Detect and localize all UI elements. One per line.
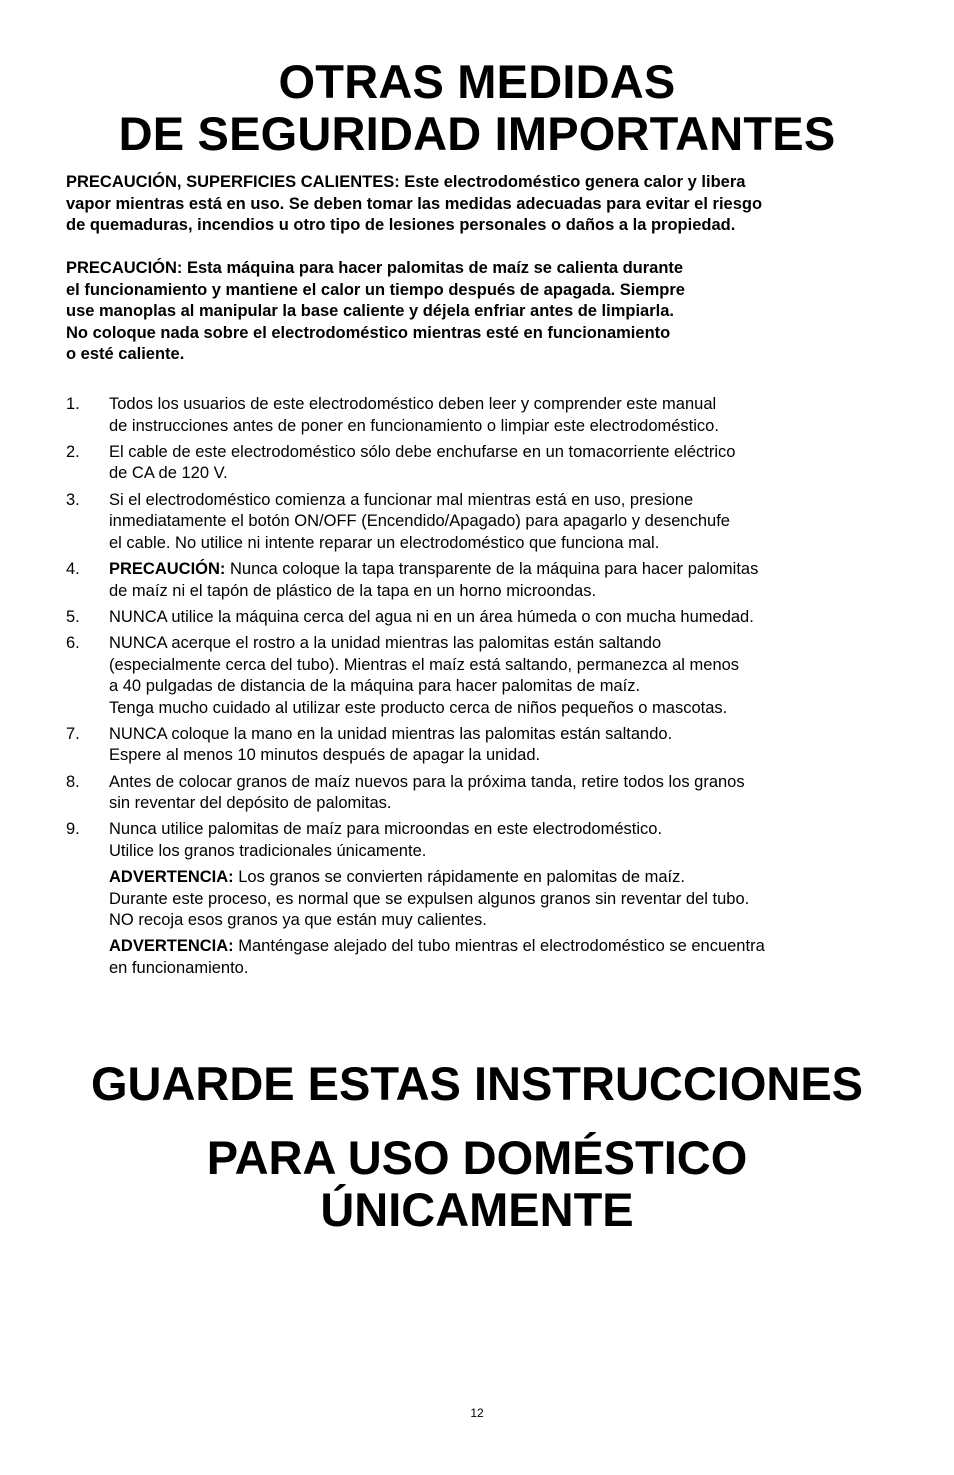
item-line: Nunca utilice palomitas de maíz para microondas en este electrodoméstico.: [109, 820, 663, 839]
item-line: a 40 pulgadas de distancia de la máquina para hacer palomitas de maíz.: [109, 677, 641, 696]
warning-line: [109, 936, 896, 958]
item-number: 2.: [66, 442, 80, 461]
item-number: 6.: [66, 633, 80, 652]
list-item: [66, 559, 896, 602]
item-number: 7.: [66, 724, 80, 743]
list-item: [66, 490, 896, 555]
caution-line: PRECAUCIÓN, SUPERFICIES CALIENTES: Este electrodoméstico genera calor y libera: [66, 173, 746, 191]
item-line: Utilice los granos tradicionales únicamente.: [109, 842, 427, 861]
list-item: [66, 819, 896, 862]
warning-text: Manténgase alejado del tubo mientras el electrodoméstico se encuentra: [233, 937, 765, 955]
page-title: [0, 56, 954, 160]
page-title-line-1: OTRAS MEDIDAS: [278, 55, 676, 108]
household-use-line-1: PARA USO DOMÉSTICO: [206, 1131, 748, 1184]
item-line: de maíz ni el tapón de plástico de la tapa en un horno microondas.: [109, 581, 597, 600]
warning-line: Durante este proceso, es normal que se expulsen algunos granos sin reventar del tubo.: [109, 889, 750, 908]
household-use-line-2: ÚNICAMENTE: [320, 1183, 634, 1236]
item-line: NUNCA acerque el rostro a la unidad mientras las palomitas están saltando: [109, 633, 662, 652]
warning-label: ADVERTENCIA:: [109, 868, 234, 887]
item-text: Nunca coloque la tapa transparente de la máquina para hacer palomitas: [225, 559, 759, 578]
item-line: de instrucciones antes de poner en funcionamiento o limpiar este electrodoméstico.: [109, 416, 719, 435]
save-instructions-heading: [0, 1058, 954, 1110]
warning-text: Los granos se convierten rápidamente en palomitas de maíz.: [233, 868, 685, 887]
item-line: NUNCA coloque la mano en la unidad mientras las palomitas están saltando.: [109, 724, 673, 743]
caution-line: PRECAUCIÓN: Esta máquina para hacer palomitas de maíz se calienta durante: [66, 259, 684, 277]
item-line: El cable de este electrodoméstico sólo debe enchufarse en un tomacorriente eléctrico: [109, 442, 736, 461]
caution-line: use manoplas al manipular la base caliente y déjela enfriar antes de limpiarla.: [66, 302, 675, 320]
caution-line: el funcionamiento y mantiene el calor un tiempo después de apagada. Siempre: [66, 280, 685, 299]
page-title-line-2: DE SEGURIDAD IMPORTANTES: [118, 107, 836, 160]
safety-list: [66, 394, 896, 979]
page-number: 12: [470, 1406, 484, 1420]
warning-line: en funcionamiento.: [109, 958, 249, 977]
caution-label: PRECAUCIÓN:: [109, 559, 226, 578]
item-line: (especialmente cerca del tubo). Mientras el maíz está saltando, permanezca al menos: [109, 655, 740, 674]
caution-line: de quemaduras, incendios u otro tipo de lesiones personales o daños a la propiedad.: [66, 216, 736, 234]
item-line: Todos los usuarios de este electrodoméstico deben leer y comprender este manual: [109, 395, 717, 413]
warning-label: ADVERTENCIA:: [109, 937, 234, 955]
caution-line: o esté caliente.: [66, 345, 185, 363]
list-item: [66, 442, 896, 485]
item-number: 3.: [66, 490, 80, 509]
warning-block: [66, 936, 896, 979]
save-instructions-text: GUARDE ESTAS INSTRUCCIONES: [90, 1057, 864, 1110]
caution-line: vapor mientras está en uso. Se deben tomar las medidas adecuadas para evitar el riesgo: [66, 194, 763, 213]
item-number: 8.: [66, 772, 80, 791]
item-number: 1.: [66, 395, 80, 413]
caution-line: No coloque nada sobre el electrodoméstico mientras esté en funcionamiento: [66, 323, 671, 342]
caution-hot-surfaces: [66, 172, 762, 237]
list-item: [66, 633, 896, 719]
item-number: 4.: [66, 559, 80, 578]
item-line: el cable. No utilice ni intente reparar un electrodoméstico que funciona mal.: [109, 533, 660, 552]
item-line: inmediatamente el botón ON/OFF (Encendido/Apagado) para apagarlo y desenchufe: [109, 512, 730, 531]
item-line: de CA de 120 V.: [109, 464, 228, 483]
list-item: [66, 394, 896, 437]
item-number: 5.: [66, 607, 80, 626]
warning-block: [66, 867, 896, 932]
item-number: 9.: [66, 820, 80, 839]
item-line: Si el electrodoméstico comienza a funcionar mal mientras está en uso, presione: [109, 490, 694, 509]
item-line: Tenga mucho cuidado al utilizar este producto cerca de niños pequeños o mascotas.: [109, 698, 728, 717]
item-line: Antes de colocar granos de maíz nuevos para la próxima tanda, retire todos los granos: [109, 772, 745, 791]
list-item: [66, 607, 896, 629]
warning-line: [109, 867, 896, 889]
list-item: [66, 724, 896, 767]
item-line: sin reventar del depósito de palomitas.: [109, 794, 392, 813]
item-line: Espere al menos 10 minutos después de apagar la unidad.: [109, 746, 541, 765]
warning-line: NO recoja esos granos ya que están muy calientes.: [109, 911, 487, 930]
list-item: [66, 772, 896, 815]
household-use-heading: [0, 1132, 954, 1236]
item-line: [109, 559, 896, 581]
item-line: NUNCA utilice la máquina cerca del agua ni en un área húmeda o con mucha humedad.: [109, 607, 754, 626]
caution-machine-heat: [66, 258, 685, 366]
